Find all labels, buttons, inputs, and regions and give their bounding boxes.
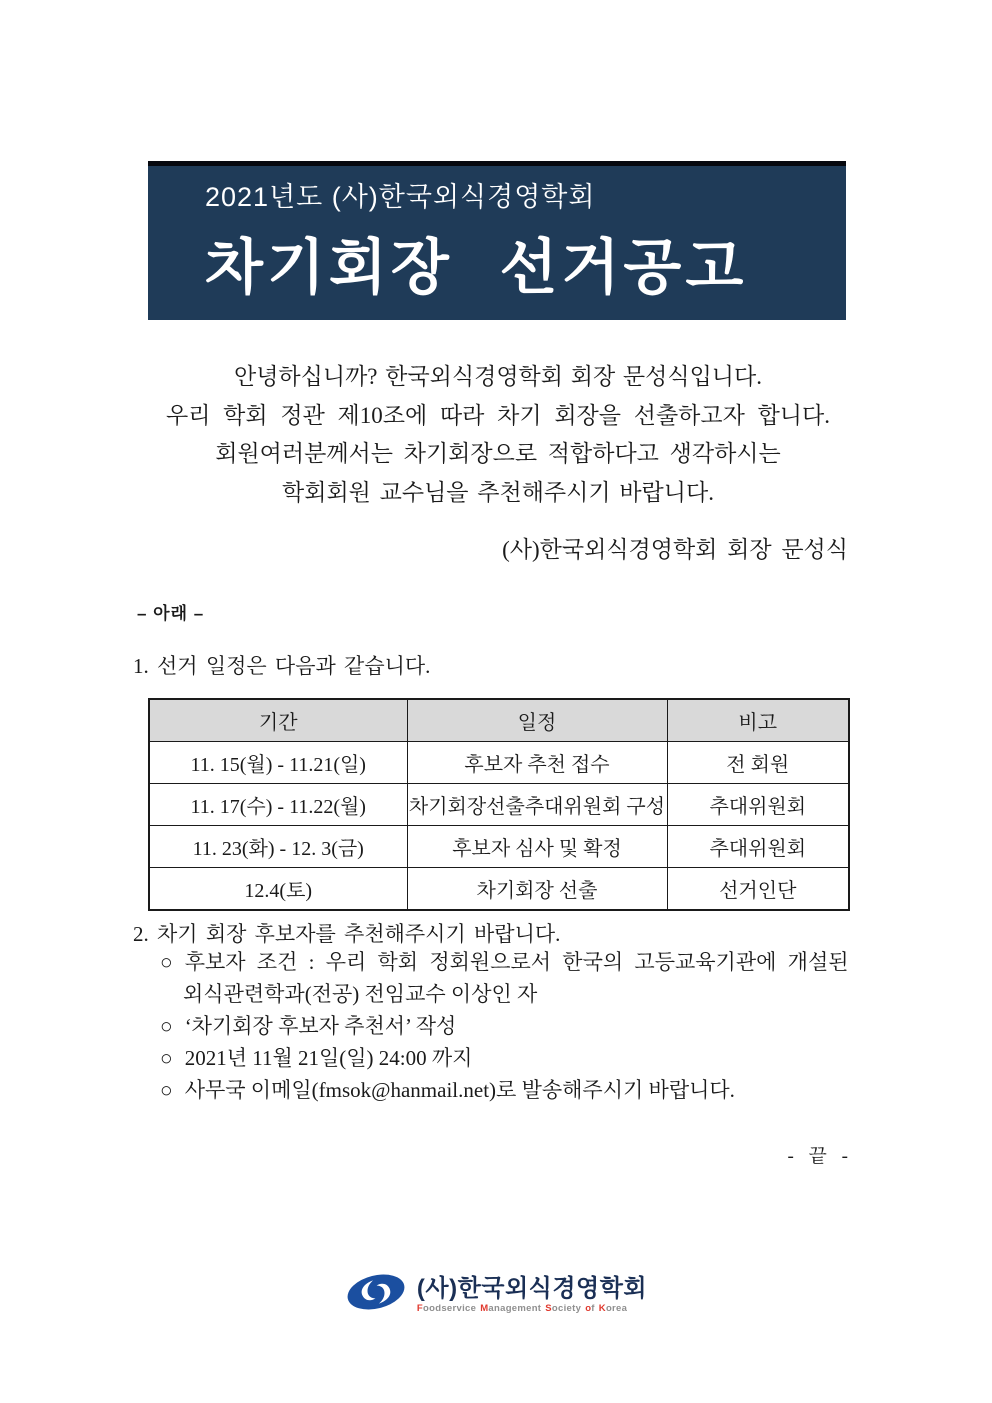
election-schedule-table (148, 698, 850, 911)
cell-note: 추대위원회 (667, 784, 849, 826)
greeting-line: 우리 학회 정관 제10조에 따라 차기 회장을 선출하고자 합니다. (166, 402, 830, 428)
title-banner (148, 161, 846, 320)
table-row (149, 826, 849, 868)
circle-bullet-icon: ○ (160, 1014, 173, 1038)
recommendation-bullets (160, 946, 848, 1106)
tagline-word: of (585, 1302, 595, 1314)
president-signoff: (사)한국외식경영학회 회장 문성식 (502, 537, 848, 562)
greeting-line: 안녕하십니까? 한국외식경영학회 회장 문성식입니다. (233, 364, 762, 389)
tagline-word: Management (480, 1302, 542, 1314)
header-note: 비고 (667, 699, 849, 742)
bullet-text: ‘차기회장 후보자 추천서’ 작성 (184, 1014, 457, 1038)
society-swirl-logo-icon (345, 1272, 407, 1317)
cell-note: 선거인단 (667, 868, 849, 911)
circle-bullet-icon: ○ (160, 1078, 173, 1102)
bullet-text: 후보자 조건 : 우리 학회 정회원으로서 한국의 고등교육기관에 개설된 (184, 950, 849, 974)
table-row (149, 868, 849, 911)
banner-title: 차기회장 선거공고 (205, 234, 748, 301)
greeting-line: 회원여러분께서는 차기회장으로 적합하다고 생각하시는 (215, 441, 781, 466)
table-row (149, 784, 849, 826)
circle-bullet-icon: ○ (160, 950, 173, 974)
organization-tagline (417, 1303, 627, 1314)
cell-note: 전 회원 (667, 742, 849, 784)
circle-bullet-icon: ○ (160, 1046, 173, 1070)
greeting-line: 학회회원 교수님을 추천해주시기 바랍니다. (282, 479, 714, 505)
cell-note: 추대위원회 (667, 826, 849, 868)
schedule-heading: 1. 선거 일정은 다음과 같습니다. (133, 654, 431, 678)
bullet-item (160, 1042, 848, 1074)
header-event: 일정 (407, 699, 667, 742)
cell-period: 11. 23(화) - 12. 3(금) (149, 826, 407, 868)
organization-name: (사)한국외식경영학회 (416, 1274, 648, 1302)
bullet-text: 사무국 이메일(fmsok@hanmail.net)로 발송해주시기 바랍니다. (184, 1078, 735, 1102)
recommendation-heading: 2. 차기 회장 후보자를 추천해주시기 바랍니다. (133, 922, 561, 946)
bullet-continuation: 외식관련학과(전공) 전임교수 이상인 자 (183, 982, 538, 1006)
below-label: – 아래 – (137, 604, 205, 623)
end-label: - 끝 - (787, 1146, 848, 1167)
bullet-item (160, 1074, 848, 1106)
footer-logo (0, 1272, 992, 1317)
table-row (149, 742, 849, 784)
tagline-word: Foodservice (416, 1302, 477, 1314)
cell-event: 차기회장선출추대위원회 구성 (407, 784, 667, 826)
greeting-paragraph (148, 358, 848, 512)
cell-event: 차기회장 선출 (407, 868, 667, 911)
cell-period: 12.4(토) (149, 868, 407, 911)
cell-period: 11. 17(수) - 11.22(월) (149, 784, 407, 826)
cell-event: 후보자 추천 접수 (407, 742, 667, 784)
bullet-text: 2021년 11월 21일(일) 24:00 까지 (184, 1046, 473, 1070)
table-header-row (149, 699, 849, 742)
bullet-item (160, 1010, 848, 1042)
header-period: 기간 (149, 699, 407, 742)
footer-logo-text (417, 1276, 647, 1314)
cell-event: 후보자 심사 및 확정 (407, 826, 667, 868)
banner-subtitle: 2021년도 (사)한국외식경영학회 (205, 182, 596, 212)
tagline-word: Korea (598, 1302, 628, 1314)
bullet-item (160, 946, 848, 978)
cell-period: 11. 15(월) - 11.21(일) (149, 742, 407, 784)
tagline-word: Society (545, 1302, 582, 1314)
